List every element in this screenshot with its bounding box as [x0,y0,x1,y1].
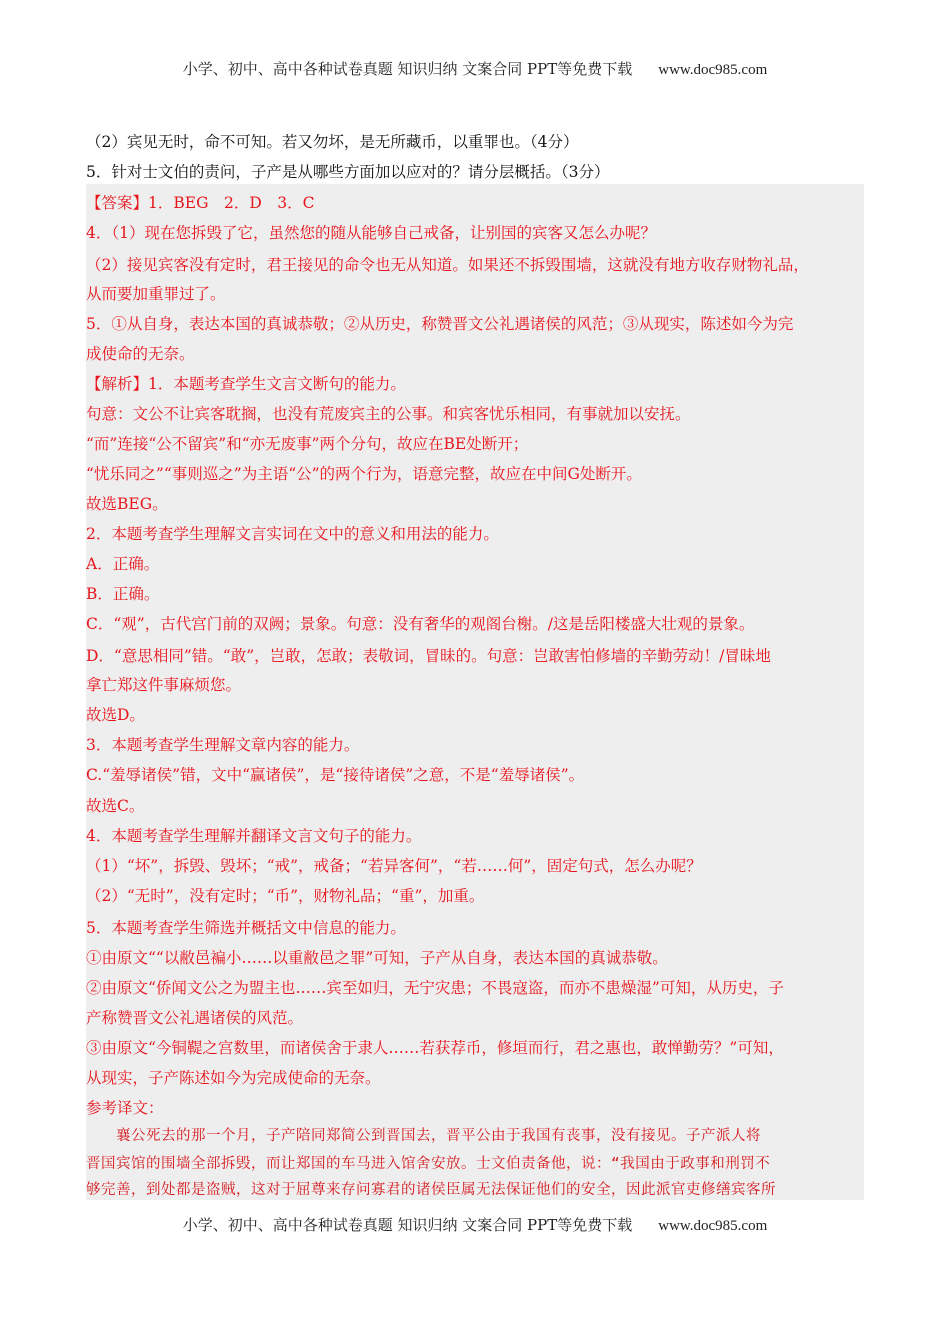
question-5: 5．针对士文伯的责问，子产是从哪些方面加以应对的？请分层概括。（3分） [86,163,610,181]
analysis-line: 故选D。 [86,706,145,724]
answer-choices: 1．BEG 2．D 3．C [148,194,315,212]
analysis-line: 2．本题考查学生理解文言实词在文中的意义和用法的能力。 [86,525,499,543]
analysis-label: 【解析】 [86,375,149,393]
analysis-line: 3．本题考查学生理解文章内容的能力。 [86,736,360,754]
analysis-line: ②由原文“侨闻文公之为盟主也……宾至如归，无宁灾患；不畏寇盗，而亦不患燥湿”可知，从历史，子 [86,979,784,997]
translation-line: 够完善，到处都是盗贼，这对于屈尊来存问寡君的诸侯臣属无法保证他们的安全，因此派官吏修缮宾客所 [86,1182,776,1198]
analysis-line: （1）“坏”，拆毁、毁坏；“戒”，戒备；“若异客何”，“若……何”，固定句式，怎么办呢？ [86,857,702,875]
analysis-line: ③由原文“今铜鞮之宫数里，而诸侯舍于隶人……若获荐币，修垣而行，君之惠也，敢惮勤劳？”可知， [86,1039,784,1057]
answer-line: 4．（1）现在您拆毁了它，虽然您的随从能够自己戒备，让别国的宾客又怎么办呢？ [86,224,656,242]
analysis-line: 故选BEG。 [86,495,168,513]
analysis-line: “忧乐同之”“事则巡之”为主语“公”的两个行为，语意完整，故应在中间G处断开。 [86,465,642,483]
header-text: 小学、初中、高中各种试卷真题 知识归纳 文案合同 PPT等免费下载 [182,60,633,78]
footer-site-link[interactable]: www.doc985.com [658,1218,768,1234]
reference-translation-heading: 参考译文： [86,1099,164,1117]
question-4-2: （2）宾见无时，命不可知。若又勿坏，是无所藏币，以重罪也。（4分） [86,133,579,151]
translation-line: 晋国宾馆的围墙全部拆毁，而让郑国的车马进入馆舍安放。士文伯责备他，说：“我国由于政事和刑罚不 [86,1156,771,1172]
analysis-item-1: 1．本题考查学生文言文断句的能力。 [148,375,406,393]
analysis-line: 5．本题考查学生筛选并概括文中信息的能力。 [86,919,406,937]
translation-line: 襄公死去的那一个月，子产陪同郑简公到晋国去，晋平公由于我国有丧事，没有接见。子产派人将 [86,1128,761,1144]
analysis-line: 从现实，子产陈述如今为完成使命的无奈。 [86,1069,381,1087]
page-footer [0,1214,950,1235]
analysis-line: 拿亡郑这件事麻烦您。 [86,676,242,694]
analysis-line: ①由原文““以敝邑褊小……以重敝邑之罪”可知，子产从自身，表达本国的真诚恭敬。 [86,949,668,967]
answer-label: 【答案】 [86,194,149,212]
analysis-line: 产称赞晋文公礼遇诸侯的风范。 [86,1009,304,1027]
analysis-line: C．“观”，古代宫门前的双阙；景象。句意：没有奢华的观阁台榭。/这是岳阳楼盛大壮观的景象。 [86,615,755,633]
analysis-line: B．正确。 [86,585,160,603]
analysis-line: C.“羞辱诸侯”错，文中“赢诸侯”，是“接待诸侯”之意，不是“羞辱诸侯”。 [86,766,585,784]
answer-line: 5．①从自身，表达本国的真诚恭敬；②从历史，称赞晋文公礼遇诸侯的风范；③从现实，陈述如今为完 [86,315,794,333]
answer-line: （2）接见宾客没有定时，君王接见的命令也无从知道。如果还不拆毁围墙，这就没有地方收存财物礼品， [86,256,809,274]
footer-text: 小学、初中、高中各种试卷真题 知识归纳 文案合同 PPT等免费下载 [182,1216,633,1234]
answer-line: 从而要加重罪过了。 [86,285,226,303]
page-header [0,58,950,79]
analysis-line [86,374,864,394]
analysis-line: 4．本题考查学生理解并翻译文言文句子的能力。 [86,827,422,845]
analysis-line: 句意：文公不让宾客耽搁，也没有荒废宾主的公事。和宾客忧乐相同，有事就加以安抚。 [86,405,691,423]
analysis-line: A．正确。 [86,555,160,573]
analysis-line: （2）“无时”，没有定时；“币”，财物礼品；“重”，加重。 [86,887,485,905]
answer-line: 成使命的无奈。 [86,345,195,363]
analysis-line: 故选C。 [86,797,145,815]
header-site-link[interactable]: www.doc985.com [658,62,768,78]
analysis-line: “而”连接“公不留宾”和“亦无废事”两个分句，故应在BE处断开； [86,435,529,453]
analysis-line: D．“意思相同”错。“敢”，岂敢，怎敢；表敬词，冒昧的。句意：岂敢害怕修墙的辛勤劳动！/冒昧地 [86,647,771,665]
answer-line [86,193,864,213]
